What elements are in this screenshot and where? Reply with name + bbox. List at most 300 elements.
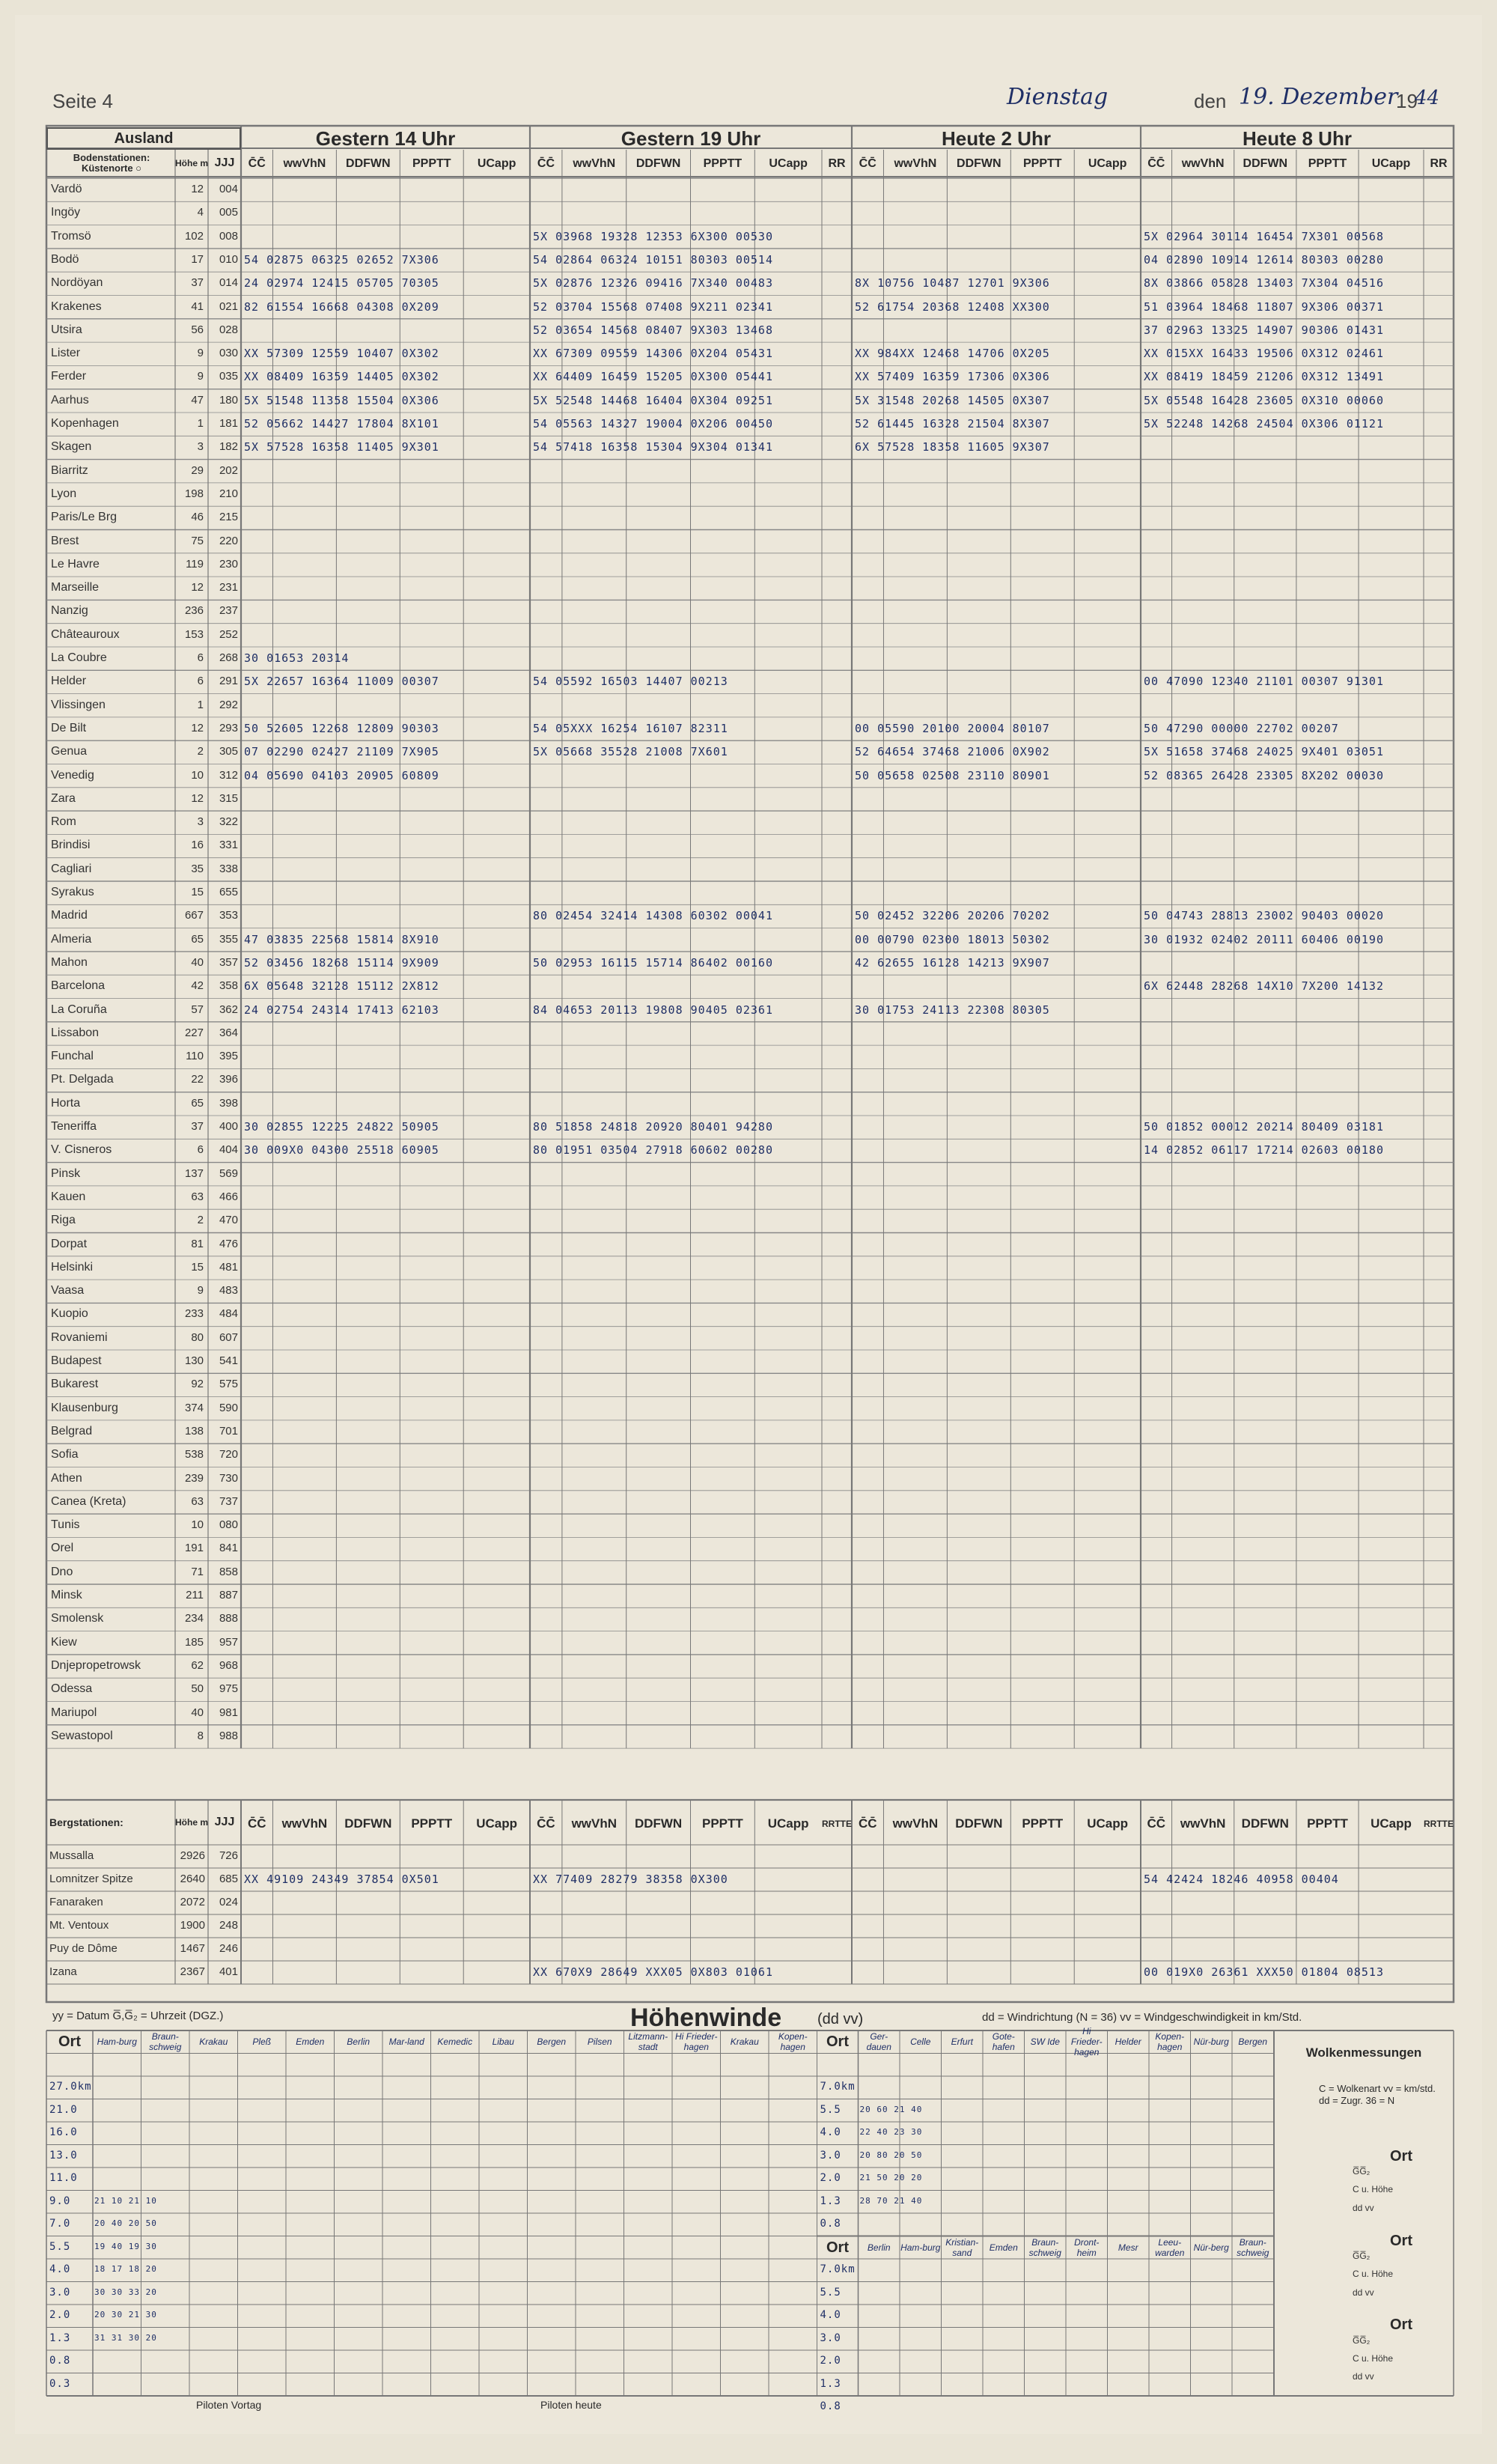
observation-entry: XX 57409 16359 17306 0X306 [855, 370, 1050, 384]
observation-entry: 52 64654 37468 21006 0X902 [855, 745, 1050, 759]
hw-city-left: Kemedic [437, 2036, 473, 2048]
hw-altitude-left: 7.0 [49, 2218, 71, 2230]
hw-altitude-right-2: 4.0 [820, 2309, 841, 2321]
station-name: Ingöy [51, 206, 81, 219]
observation-entry: 00 47090 12340 21101 00307 91301 [1144, 675, 1384, 689]
station-height: 12 [191, 581, 204, 594]
hw-city-left: Krakau [199, 2036, 228, 2048]
station-name: Vardö [51, 183, 82, 195]
station-jjj: 968 [219, 1658, 238, 1672]
hw-altitude-left: 2.0 [49, 2309, 71, 2321]
observation-entry: 52 03704 15568 07408 9X211 02341 [533, 299, 773, 314]
hw-city-left: Krakau [730, 2036, 759, 2048]
station-jjj: 575 [219, 1378, 238, 1391]
station-jjj: 028 [219, 323, 238, 336]
year-written: 44 [1415, 87, 1440, 109]
station-name: Sewastopol [51, 1729, 113, 1742]
station-height: 153 [184, 627, 204, 641]
berg-col-header: PPPTT [702, 1816, 743, 1831]
berg-col-header: DDFWN [1241, 1816, 1289, 1831]
station-height: 538 [184, 1448, 204, 1461]
berg-col-header: DDFWN [344, 1816, 392, 1831]
hw-city-left: Libau [492, 2036, 514, 2048]
weather-sheet [15, 15, 1482, 2434]
station-name: La Coruña [51, 1003, 107, 1016]
station-height: 75 [191, 534, 204, 547]
observation-entry: 80 51858 24818 20920 80401 94280 [533, 1120, 773, 1134]
station-jjj: 737 [219, 1494, 238, 1508]
berg-col-header: wwVhN [892, 1816, 939, 1831]
hw-altitude-right-1: 1.3 [820, 2194, 841, 2207]
station-height: 2 [197, 745, 204, 758]
berg-col-header: UCapp [767, 1816, 809, 1831]
station-jjj: 569 [219, 1166, 238, 1180]
hw-city-right-2: Dront-heim [1074, 2236, 1100, 2258]
station-jjj: 312 [219, 768, 238, 782]
col-header-1-1: wwVhN [573, 157, 616, 170]
berg-station-jjj: 401 [219, 1965, 238, 1978]
station-height: 6 [197, 675, 204, 688]
station-name: Helder [51, 675, 87, 688]
station-name: Kuopio [51, 1307, 88, 1321]
wolken-cell-label: C u. Höhe [1353, 2353, 1394, 2364]
hw-altitude-left: 4.0 [49, 2263, 71, 2275]
berg-jjj-header: JJJ [214, 1816, 235, 1828]
col-header-0-1: wwVhN [283, 157, 326, 170]
hw-altitude-right-1: 7.0km [820, 2081, 856, 2093]
observation-entry: 8X 10756 10487 12701 9X306 [855, 276, 1050, 290]
observation-entry: 5X 57528 16358 11405 9X301 [244, 440, 439, 454]
station-height: 138 [184, 1424, 204, 1438]
station-height: 102 [184, 229, 204, 243]
observation-entry: 5X 51548 11358 15504 0X306 [244, 393, 439, 407]
station-name: Genua [51, 745, 88, 758]
berg-col-header: PPPTT [1307, 1816, 1348, 1831]
station-jjj: 080 [219, 1518, 238, 1532]
hw-city-right-2: Ham-burg [900, 2242, 941, 2253]
station-height: 62 [191, 1658, 204, 1672]
berg-observation: XX 670X9 28649 XXX05 0X803 01061 [533, 1965, 773, 1979]
station-height: 81 [191, 1237, 204, 1250]
station-height: 65 [191, 1096, 204, 1110]
header-height: Höhe m [175, 158, 209, 168]
hw-city-right-1: Hi Frieder-hagen [1070, 2026, 1103, 2058]
station-name: Budapest [51, 1354, 102, 1367]
station-name: Nanzig [51, 604, 88, 618]
berg-section [46, 1800, 1454, 2002]
berg-col-header: C̄C̄ [858, 1816, 877, 1831]
station-jjj: 355 [219, 932, 238, 946]
hw-altitude-right-1: 4.0 [820, 2126, 841, 2138]
footer-heute: Piloten heute [540, 2399, 602, 2411]
station-name: Athen [51, 1471, 82, 1485]
col-header-2-2: DDFWN [957, 157, 1001, 170]
observation-entry: 24 02754 24314 17413 62103 [244, 1003, 439, 1017]
station-height: 227 [184, 1026, 204, 1039]
station-height: 46 [191, 511, 204, 524]
observation-entry: 80 02454 32414 14308 60302 00041 [533, 909, 773, 923]
berg-col-header: UCapp [1371, 1816, 1412, 1831]
col-header-3-2: DDFWN [1243, 157, 1288, 170]
observation-entry: 50 01852 00012 20214 80409 03181 [1144, 1120, 1384, 1134]
hw-altitude-right-1: 3.0 [820, 2149, 841, 2162]
berg-station-height: 2072 [180, 1896, 205, 1908]
station-jjj: 400 [219, 1120, 238, 1133]
observation-entry: 04 02890 10914 12614 80303 00280 [1144, 252, 1384, 267]
col-header-2-3: PPPTT [1022, 157, 1062, 170]
ausland-header: Ausland [46, 127, 241, 150]
observation-entry: 5X 51658 37468 24025 9X401 03051 [1144, 745, 1384, 759]
period-header-2: Heute 2 Uhr [942, 127, 1051, 150]
observation-entry: 5X 22657 16364 11009 00307 [244, 675, 439, 689]
wolken-legend: C = Wolkenart vv = km/std. dd = Zugr. 36 = N [1319, 2083, 1436, 2106]
hw-altitude-left: 0.3 [49, 2377, 71, 2390]
station-jjj: 014 [219, 276, 238, 290]
station-name: Canea (Kreta) [51, 1494, 126, 1508]
hw-altitude-left: 3.0 [49, 2286, 71, 2299]
berg-station-jjj: 246 [219, 1942, 238, 1955]
station-height: 110 [186, 1050, 204, 1063]
station-jjj: 484 [219, 1307, 238, 1321]
station-jjj: 010 [219, 252, 238, 266]
station-jjj: 590 [219, 1401, 238, 1414]
berg-station-name: Puy de Dôme [49, 1942, 118, 1955]
berg-col-header: DDFWN [634, 1816, 683, 1831]
station-jjj: 252 [219, 627, 238, 641]
station-name: Tunis [51, 1518, 80, 1532]
station-jjj: 887 [219, 1589, 238, 1601]
berg-station-name: Mussalla [49, 1849, 94, 1862]
station-height: 211 [186, 1589, 204, 1601]
station-name: Klausenburg [51, 1401, 118, 1414]
wolken-cell-label: C u. Höhe [1353, 2269, 1394, 2280]
station-name: Kiew [51, 1635, 77, 1649]
station-jjj: 353 [219, 909, 238, 922]
observation-entry: 54 05592 16503 14407 00213 [533, 675, 728, 689]
station-jjj: 005 [219, 206, 238, 219]
berg-station-name: Mt. Ventoux [49, 1919, 109, 1932]
observation-entry: 80 01951 03504 27918 60602 00280 [533, 1143, 773, 1158]
wolken-ort: Ort [1390, 2147, 1412, 2165]
berg-station-jjj: 248 [219, 1919, 238, 1932]
observation-entry: 5X 31548 20268 14505 0X307 [855, 393, 1050, 407]
observation-entry: 5X 02964 30114 16454 7X301 00568 [1144, 229, 1384, 243]
station-jjj: 362 [219, 1003, 238, 1016]
station-height: 47 [191, 393, 204, 407]
observation-entry: 50 05658 02508 23110 80901 [855, 768, 1050, 782]
station-jjj: 291 [219, 675, 238, 688]
hw-ort-right-2: Ort [826, 2239, 849, 2256]
station-height: 667 [184, 909, 204, 922]
observation-entry: 5X 05668 35528 21008 7X601 [533, 745, 728, 759]
page-label: Seite 4 [52, 90, 113, 112]
berg-col-header: UCapp [476, 1816, 517, 1831]
berg-station-name: Izana [49, 1965, 77, 1978]
station-height: 234 [184, 1612, 204, 1625]
berg-rrt-header: RRTTE [1424, 1819, 1454, 1829]
station-jjj: 858 [219, 1565, 238, 1578]
hw-altitude-left: 16.0 [49, 2126, 78, 2138]
station-height: 6 [197, 1143, 204, 1157]
wolken-cell-label: C u. Höhe [1353, 2184, 1394, 2195]
station-name: Mariupol [51, 1706, 97, 1719]
station-name: Horta [51, 1096, 81, 1110]
station-name: Cagliari [51, 862, 92, 875]
observation-entry: 50 02452 32206 20206 70202 [855, 909, 1050, 923]
wolken-cell-label: G̅G̅₂ [1353, 2334, 1371, 2346]
station-height: 3 [197, 815, 204, 829]
observation-entry: 42 62655 16128 14213 9X907 [855, 955, 1050, 970]
station-jjj: 182 [219, 440, 238, 454]
station-name: Paris/Le Brg [51, 511, 118, 524]
station-jjj: 215 [219, 511, 238, 524]
station-height: 12 [191, 721, 204, 734]
col-header-0-2: DDFWN [346, 157, 391, 170]
hw-cell-value-left: 18 17 18 20 [94, 2264, 157, 2274]
observation-entry: 00 00790 02300 18013 50302 [855, 932, 1050, 946]
col-header-3-0: C̄C̄ [1147, 157, 1165, 170]
station-height: 15 [191, 886, 204, 898]
station-height: 185 [184, 1635, 204, 1649]
wolken-cell-label: dd vv [1353, 2202, 1374, 2213]
col-header-1-2: DDFWN [635, 157, 681, 170]
hw-city-right-1: Ger-dauen [866, 2031, 891, 2053]
berg-station-jjj: 726 [219, 1849, 238, 1862]
station-name: Châteauroux [51, 627, 120, 641]
station-height: 42 [191, 979, 204, 993]
station-jjj: 230 [219, 557, 238, 571]
station-jjj: 237 [219, 604, 238, 618]
berg-col-header: C̄C̄ [1147, 1816, 1166, 1831]
station-name: Tromsö [51, 229, 91, 243]
hw-city-right-2: Kristian-sand [945, 2236, 979, 2258]
station-height: 50 [191, 1682, 204, 1696]
observation-entry: 6X 05648 32128 15112 2X812 [244, 979, 439, 994]
hw-legend-left: yy = Datum G̅,G̅₂ = Uhrzeit (DGZ.) [52, 2010, 224, 2022]
col-header-2-4: UCapp [1088, 157, 1127, 170]
berg-col-header: wwVhN [281, 1816, 328, 1831]
col-header-3-1: wwVhN [1181, 157, 1225, 170]
berg-station-name: Fanaraken [49, 1896, 103, 1908]
station-height: 119 [186, 557, 204, 571]
station-height: 17 [191, 252, 204, 266]
hw-city-left: Hi Frieder-hagen [675, 2031, 718, 2053]
berg-col-header: PPPTT [411, 1816, 453, 1831]
berg-station-height: 2367 [180, 1965, 205, 1978]
hw-city-right-2: Braun-schweig [1028, 2236, 1061, 2258]
station-jjj: 202 [219, 463, 238, 477]
station-name: Vaasa [51, 1284, 85, 1298]
observation-entry: 50 02953 16115 15714 86402 00160 [533, 955, 773, 970]
hw-ort-left: Ort [58, 2033, 81, 2051]
station-jjj: 322 [219, 815, 238, 829]
wolken-cell-label: G̅G̅₂ [1353, 2165, 1371, 2176]
station-jjj: 398 [219, 1096, 238, 1110]
station-jjj: 841 [219, 1542, 238, 1555]
hw-cell-value-right: 20 80 20 50 [859, 2150, 923, 2160]
station-height: 37 [191, 1120, 204, 1133]
observation-entry: 52 03456 18268 15114 9X909 [244, 955, 439, 970]
berg-col-header: wwVhN [571, 1816, 618, 1831]
hw-altitude-right-2: 2.0 [820, 2355, 841, 2367]
hw-cell-value-left: 20 40 20 50 [94, 2218, 157, 2228]
station-jjj: 180 [219, 393, 238, 407]
station-height: 2 [197, 1214, 204, 1227]
hoehenwinde-section [46, 2004, 1454, 2412]
berg-col-header: PPPTT [1022, 1816, 1064, 1831]
hw-altitude-right-2: 0.8 [820, 2400, 841, 2412]
station-jjj: 008 [219, 229, 238, 243]
station-jjj: 395 [219, 1050, 238, 1063]
period-header-1: Gestern 19 Uhr [621, 127, 761, 150]
station-height: 3 [197, 440, 204, 454]
hw-city-left: Ham-burg [97, 2036, 137, 2048]
station-jjj: 220 [219, 534, 238, 547]
station-height: 16 [191, 839, 204, 852]
station-height: 8 [197, 1729, 204, 1742]
station-name: Aarhus [51, 393, 89, 407]
station-height: 63 [191, 1190, 204, 1203]
station-jjj: 483 [219, 1284, 238, 1298]
station-jjj: 404 [219, 1143, 238, 1157]
hw-altitude-right-1: 5.5 [820, 2103, 841, 2116]
hw-cell-value-left: 30 30 33 20 [94, 2287, 157, 2297]
hw-cell-value-right: 22 40 23 30 [859, 2127, 923, 2137]
station-name: Brindisi [51, 839, 91, 852]
footer-vortag: Piloten Vortag [196, 2399, 262, 2411]
station-name: Riga [51, 1214, 76, 1227]
station-height: 40 [191, 1706, 204, 1719]
berg-height-header: Höhe m [175, 1817, 209, 1828]
station-name: Vlissingen [51, 698, 106, 711]
observation-entry: 52 05662 14427 17804 8X101 [244, 417, 439, 431]
hw-altitude-left: 21.0 [49, 2103, 78, 2116]
observation-entry: 37 02963 13325 14907 90306 01431 [1144, 323, 1384, 337]
station-jjj: 030 [219, 347, 238, 360]
station-jjj: 720 [219, 1448, 238, 1461]
observation-entry: 5X 02876 12326 09416 7X340 00483 [533, 276, 773, 290]
station-name: Skagen [51, 440, 92, 454]
station-height: 1 [197, 698, 204, 711]
hw-altitude-right-1: 2.0 [820, 2172, 841, 2184]
observation-entry: 30 01932 02402 20111 60406 00190 [1144, 932, 1384, 946]
observation-entry: 5X 52248 14268 24504 0X306 01121 [1144, 417, 1384, 431]
observation-entry: 5X 05548 16428 23605 0X310 00060 [1144, 393, 1384, 407]
station-height: 12 [191, 791, 204, 805]
hw-cell-value-left: 19 40 19 30 [94, 2241, 157, 2251]
observation-entry: 24 02974 12415 05705 70305 [244, 276, 439, 290]
hw-altitude-right-2: 3.0 [820, 2331, 841, 2344]
hw-city-left: Pleß [252, 2036, 272, 2048]
observation-entry: 54 02875 06325 02652 7X306 [244, 252, 439, 267]
station-name: Dorpat [51, 1237, 88, 1250]
station-name: Syrakus [51, 886, 94, 898]
station-jjj: 730 [219, 1471, 238, 1485]
observation-entry: 30 01753 24113 22308 80305 [855, 1003, 1050, 1017]
hw-cell-value-right: 28 70 21 40 [859, 2195, 923, 2206]
hw-city-right-2: Braun-schweig [1237, 2236, 1269, 2258]
hw-cell-value-left: 20 30 21 30 [94, 2310, 157, 2319]
observation-entry: XX 67309 09559 14306 0X204 05431 [533, 347, 773, 361]
station-jjj: 888 [219, 1612, 238, 1625]
station-jjj: 981 [219, 1706, 238, 1719]
hw-city-right-1: SW Ide [1030, 2036, 1060, 2048]
hw-altitude-left: 11.0 [49, 2172, 78, 2184]
date-word: den [1194, 90, 1227, 112]
hw-altitude-left: 9.0 [49, 2194, 71, 2207]
observation-entry: 51 03964 18468 11807 9X306 00371 [1144, 299, 1384, 314]
observation-entry: XX 57309 12559 10407 0X302 [244, 347, 439, 361]
station-name: Mahon [51, 955, 88, 969]
observation-entry: 50 47290 00000 22702 00207 [1144, 721, 1339, 735]
station-name: V. Cisneros [51, 1143, 112, 1157]
observation-entry: 6X 57528 18358 11605 9X307 [855, 440, 1050, 454]
observation-entry: 6X 62448 28268 14X10 7X200 14132 [1144, 979, 1384, 994]
berg-station-name: Lomnitzer Spitze [49, 1873, 133, 1885]
station-name: Smolensk [51, 1612, 104, 1625]
station-name: Dnjepropetrowsk [51, 1658, 141, 1672]
berg-col-header: UCapp [1087, 1816, 1128, 1831]
station-jjj: 357 [219, 955, 238, 969]
station-height: 10 [191, 768, 204, 782]
observation-entry: 8X 03866 05828 13403 7X304 04516 [1144, 276, 1384, 290]
station-height: 80 [191, 1330, 204, 1344]
berg-observation: 00 019X0 26361 XXX50 01804 08513 [1144, 1965, 1384, 1979]
station-height: 40 [191, 955, 204, 969]
station-height: 137 [184, 1166, 204, 1180]
observation-entry: XX 08419 18459 21206 0X312 13491 [1144, 370, 1384, 384]
hw-altitude-left: 1.3 [49, 2331, 71, 2344]
station-height: 56 [191, 323, 204, 336]
station-height: 9 [197, 370, 204, 383]
observation-entry: 52 03654 14568 08407 9X303 13468 [533, 323, 773, 337]
station-height: 374 [184, 1401, 204, 1414]
station-name: Pinsk [51, 1166, 81, 1180]
observation-entry: 50 52605 12268 12809 90303 [244, 721, 439, 735]
observation-entry: 52 08365 26428 23305 8X202 00030 [1144, 768, 1384, 782]
station-name: Krakenes [51, 299, 102, 313]
station-name: Barcelona [51, 979, 106, 993]
hw-altitude-left: 13.0 [49, 2149, 78, 2162]
date-value: 19. Dezember [1239, 84, 1398, 110]
col-header-1-0: C̄C̄ [537, 157, 555, 170]
col-header-1-4: UCapp [769, 157, 808, 170]
hw-city-right-1: Erfurt [951, 2036, 973, 2048]
observation-entry: 14 02852 06117 17214 02603 00180 [1144, 1143, 1384, 1158]
col-header-rr-1: RR [828, 157, 846, 170]
hw-altitude-right-1: 0.8 [820, 2218, 841, 2230]
observation-entry: 04 05690 04103 20905 60809 [244, 768, 439, 782]
station-height: 6 [197, 651, 204, 664]
hw-city-right-1: Celle [910, 2036, 931, 2048]
station-name: Bukarest [51, 1378, 99, 1391]
station-height: 191 [184, 1542, 204, 1555]
station-name: Minsk [51, 1589, 82, 1601]
observation-entry: 47 03835 22568 15814 8X910 [244, 932, 439, 946]
station-jjj: 476 [219, 1237, 238, 1250]
observation-entry: XX 984XX 12468 14706 0X205 [855, 347, 1050, 361]
berg-station-height: 1900 [180, 1919, 205, 1932]
station-height: 9 [197, 1284, 204, 1298]
berg-station-height: 2926 [180, 1849, 205, 1862]
station-jjj: 004 [219, 183, 238, 195]
station-name: Odessa [51, 1682, 93, 1696]
observation-entry: 52 61754 20368 12408 XX300 [855, 299, 1050, 314]
observation-entry: 50 04743 28813 23002 90403 00020 [1144, 909, 1384, 923]
station-height: 10 [191, 1518, 204, 1532]
station-name: Madrid [51, 909, 88, 922]
station-height: 9 [197, 347, 204, 360]
